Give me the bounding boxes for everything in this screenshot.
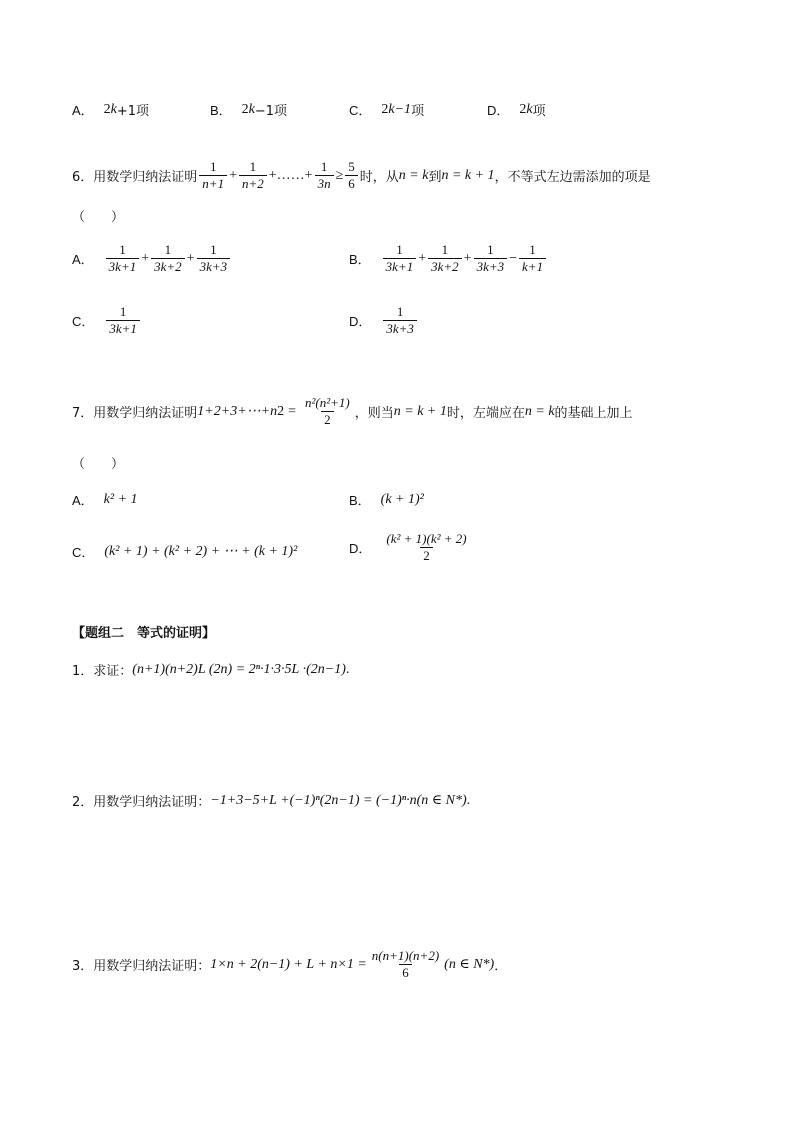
q7-option-a [72,490,138,509]
option-base: 2 [519,101,527,117]
math-expr: (n+1)(n+2)L (2n) = 2ⁿ·1·3·5L ·(2n−1) [132,661,346,677]
math-expr: n = k + 1 [393,403,447,419]
question-intro: 用数学归纳法证明 [93,406,198,421]
punctuation: . [466,792,471,808]
q7-paren [72,453,124,472]
fraction: $\frac{\text{(k² + 1)(k² + 2)}}{2}$ [386,531,467,563]
math-expr: (k + 1)² [380,491,424,507]
fraction: $\frac{1}{n+1}$ [199,160,227,191]
fraction: $\frac{1}{3k+1}$ [383,243,417,274]
fraction: $\frac{1}{3k+1}$ [106,305,140,336]
ellipsis: +……+ [268,167,313,183]
fraction: $\frac{1}{n+2}$ [239,160,267,191]
option-label: B． [349,493,371,508]
question-number: 3． [72,959,94,974]
option-rest: 项 [411,104,425,119]
group2-problem-3 [72,949,507,980]
math-expr: 1×n + 2(n−1) + L + n×1 = [210,956,367,972]
option-label: B． [210,103,232,118]
question-number: 7． [72,406,94,421]
question-number: 6． [72,170,94,185]
q6-stem: 6． 用数学归纳法证明 $\frac{1}{n+1}$ + $\frac{1}{n+2}$ +……+ $\frac{1}{3n}$ ≥ $\frac{5}{6}$ 时，从 n = k 到 n = k + 1 ，不等式左边需添加的项是 [72,159,651,191]
math-expr: n = k [524,403,555,419]
math-expr: n = k + 1 [441,167,495,183]
question-intro: 求证： [93,664,133,679]
answer-blank: （ ） [72,457,125,472]
question-number: 1． [72,664,94,679]
q7-stem: 7． 用数学归纳法证明 1+2+3+⋯+n 2 = $\frac{\text{n²(n²+1)}}{2}$ ，则当 n = k + 1 时，左端应在 n = k 的基础上加上 [72,395,633,427]
fraction: $\frac{1}{3k+2}$ [428,243,462,274]
group2-problem-1 [72,660,349,679]
fraction: $\frac{1}{k+1}$ [519,243,546,274]
option-label: A． [72,103,94,118]
math-expr: 1+2+3+⋯+n [197,404,278,419]
answer-blank: （ ） [72,210,125,225]
question-intro: 用数学归纳法证明： [93,959,211,974]
punctuation: ． [494,959,508,974]
q6-option-a: A． $\frac{1}{3k+1}$ + $\frac{1}{3k+2}$ + $\frac{1}{3k+3}$ [72,243,232,274]
question-intro: 用数学归纳法证明： [93,795,211,810]
fraction: $\frac{1}{3n}$ [315,160,334,191]
stem-text: 的基础上加上 [554,406,633,421]
option-base: 2 [103,101,111,117]
option-label: C． [349,103,372,118]
stem-text: ，不等式左边需添加的项是 [494,170,651,185]
option-base: 2 [241,101,249,117]
option-label: D． [349,541,372,556]
q5-option-c: C． 2 k−1 项 [349,101,425,119]
fraction: $\frac{1}{3k+2}$ [151,243,185,274]
punctuation: . [345,661,350,677]
fraction: $\frac{\text{n²(n²+1)}}{2}$ [305,395,350,427]
option-label: D． [349,314,372,329]
option-label: C． [72,314,95,329]
option-rest: 项 [532,104,546,119]
q6-option-d [349,305,419,336]
q6-option-c [72,305,142,336]
math-expr: −1+3−5+L +(−1)ⁿ(2n−1) = (−1)ⁿ·n(n ∈ N*) [210,793,467,808]
q6-option-b: B． $\frac{1}{3k+1}$ + $\frac{1}{3k+2}$ + $\frac{1}{3k+3}$ − $\frac{1}{k+1}$ [349,243,548,274]
math-expr: (n ∈ N*) [444,957,495,972]
fraction: $\frac{1}{3k+3}$ [197,243,231,274]
group-heading [72,622,215,641]
section-title: 【题组二 等式的证明】 [72,626,216,641]
stem-text: 时，左端应在 [446,406,525,421]
q7-option-b [349,490,424,509]
stem-text: 到 [428,170,442,185]
q7-option-d [349,532,472,563]
option-label: A． [72,252,94,267]
geq-sign: ≥ [335,167,344,183]
stem-text: ，则当 [354,406,394,421]
math-expr: (k² + 1) + (k² + 2) + ⋯ + (k + 1)² [104,544,298,559]
q5-option-b: B． 2 k −1项 [210,101,288,119]
fraction: $\frac{5}{6}$ [345,160,358,191]
stem-text: 时，从 [359,170,399,185]
fraction: $\frac{n(n+1)(n+2)}{6}$ [371,948,440,980]
group2-problem-2 [72,791,470,810]
option-label: B． [349,252,371,267]
equals-sign: = [288,403,296,419]
fraction: $\frac{1}{3k+3}$ [383,305,417,336]
fraction: $\frac{1}{3k+1}$ [106,243,140,274]
option-rest: −1项 [254,104,288,119]
math-expr: n = k [398,167,429,183]
fraction: $\frac{1}{3k+3}$ [474,243,508,274]
option-label: C． [72,545,95,560]
q7-option-c [72,542,297,561]
option-rest: +1项 [116,104,150,119]
option-label: D． [487,103,510,118]
q5-option-d: D． 2 k 项 [487,101,546,119]
question-intro: 用数学归纳法证明 [93,170,198,185]
question-number: 2． [72,795,94,810]
option-base: 2 [381,101,389,117]
q5-option-a: A． 2 k +1项 [72,101,150,119]
option-label: A． [72,493,94,508]
q6-paren [72,206,124,225]
math-expr: k² + 1 [103,491,138,507]
